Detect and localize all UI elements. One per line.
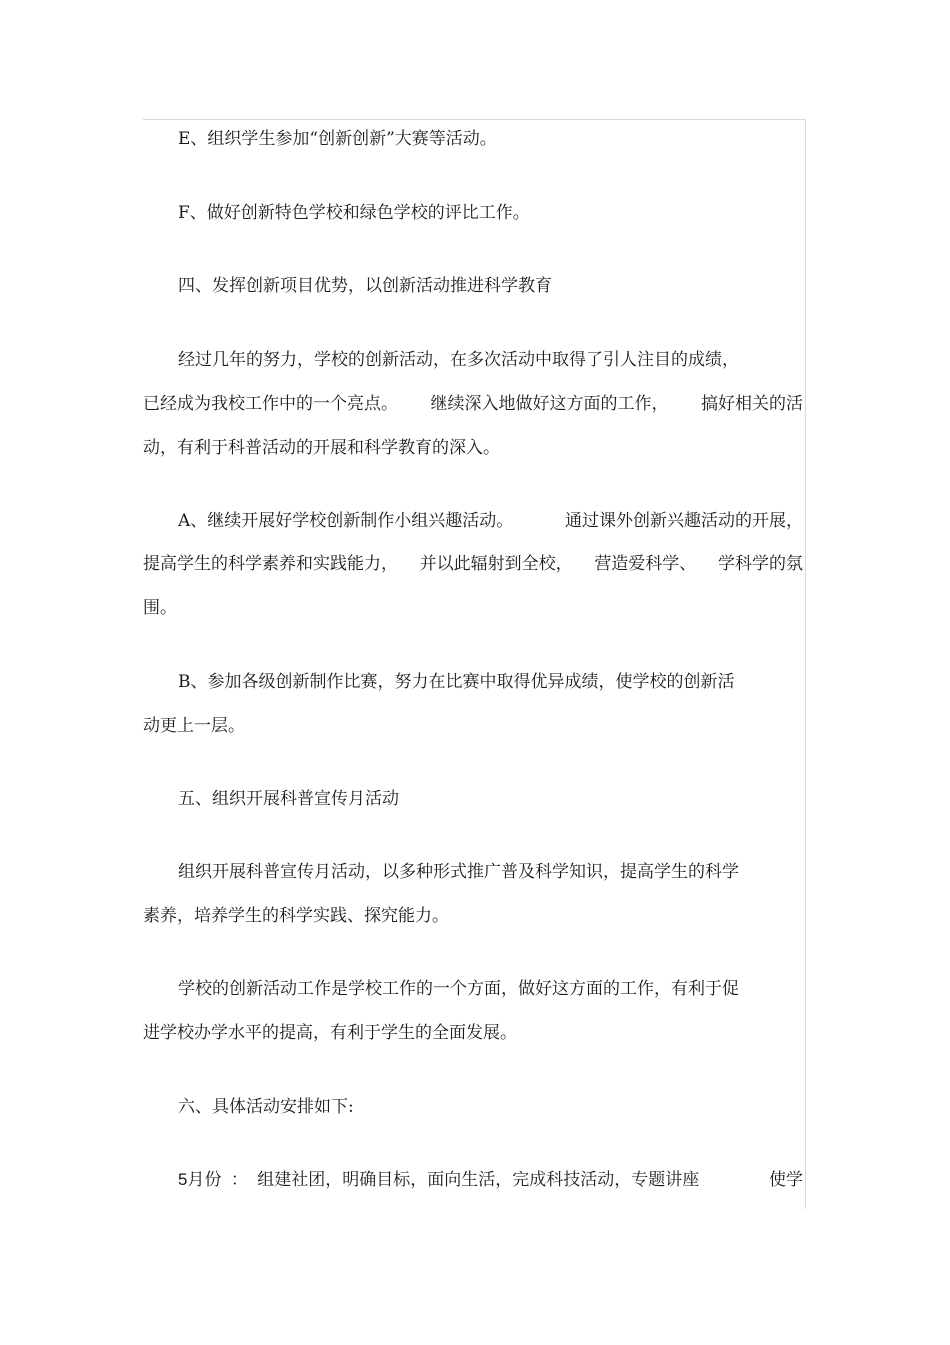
item-a-line-2-part-a: 提高学生的科学素养和实践能力， bbox=[143, 554, 398, 574]
schedule-may-label: 5月份 bbox=[178, 1170, 222, 1189]
schedule-may-tail: 使学 bbox=[769, 1170, 803, 1190]
paragraph-1-line-3: 动，有利于科普活动的开展和科学教育的深入。 bbox=[143, 438, 500, 458]
schedule-may-main bbox=[178, 1169, 699, 1191]
section-5-heading: 五、组织开展科普宣传月活动 bbox=[178, 789, 399, 809]
item-a-line-2-part-c: 营造爱科学、 bbox=[594, 554, 697, 574]
schedule-may-colon: ： bbox=[230, 1170, 248, 1190]
paragraph-1-line-1: 经过几年的努力，学校的创新活动，在多次活动中取得了引人注目的成绩， bbox=[178, 350, 739, 370]
item-a-line-2-part-b: 并以此辐射到全校， bbox=[419, 554, 573, 574]
schedule-may-text: 组建社团，明确目标，面向生活，完成科技活动，专题讲座 bbox=[257, 1170, 700, 1190]
item-a-line-2-part-d: 学科学的氛 bbox=[717, 554, 803, 574]
paragraph-1-line-2-part-b: 继续深入地做好这方面的工作， bbox=[430, 394, 669, 414]
item-a-line-1 bbox=[178, 510, 803, 532]
item-b-line-1: B、参加各级创新制作比赛，努力在比赛中取得优异成绩，使学校的创新活 bbox=[178, 672, 735, 692]
paragraph-1-line-2-part-c: 搞好相关的活 bbox=[701, 394, 803, 414]
section-4-heading: 四、发挥创新项目优势，以创新活动推进科学教育 bbox=[178, 276, 552, 296]
paragraph-1-line-2 bbox=[143, 393, 803, 415]
item-e: E、组织学生参加“创新创新”大赛等活动。 bbox=[178, 129, 497, 149]
item-a-line-3: 围。 bbox=[143, 598, 177, 618]
paragraph-3-line-1: 学校的创新活动工作是学校工作的一个方面，做好这方面的工作，有利于促 bbox=[178, 979, 739, 999]
paragraph-2-line-2: 素养，培养学生的科学实践、探究能力。 bbox=[143, 906, 449, 926]
paragraph-3-line-2: 进学校办学水平的提高，有利于学生的全面发展。 bbox=[143, 1023, 517, 1043]
section-6-heading: 六、具体活动安排如下: bbox=[178, 1097, 354, 1117]
schedule-may bbox=[178, 1169, 803, 1191]
item-a-line-1-part-b: 通过课外创新兴趣活动的开展， bbox=[565, 511, 803, 531]
item-b-line-2: 动更上一层。 bbox=[143, 716, 245, 736]
paragraph-1-line-2-part-a: 已经成为我校工作中的一个亮点。 bbox=[143, 394, 398, 414]
item-a-line-2 bbox=[143, 553, 803, 575]
item-f: F、做好创新特色学校和绿色学校的评比工作。 bbox=[178, 203, 530, 223]
paragraph-2-line-1: 组织开展科普宣传月活动，以多种形式推广普及科学知识，提高学生的科学 bbox=[178, 862, 739, 882]
item-a-line-1-part-a: A、继续开展好学校创新制作小组兴趣活动。 bbox=[178, 511, 514, 531]
